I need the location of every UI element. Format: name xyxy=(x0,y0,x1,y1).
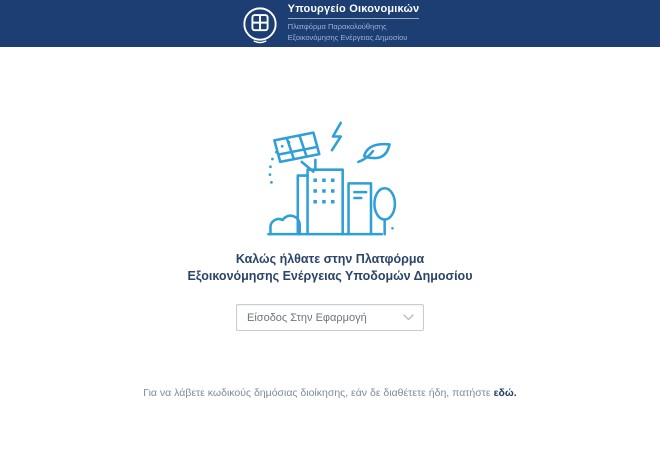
help-text-prefix: Για να λάβετε κωδικούς δημόσιας διοίκησης, εάν δε διαθέτετε ήδη, πατήστε xyxy=(143,387,491,399)
ministry-title: Υπουργείο Οικονομικών xyxy=(288,3,420,19)
login-dropdown-value: Είσοδος Στην Εφαρμογή xyxy=(247,311,367,324)
eco-buildings-solar-illustration-icon xyxy=(255,117,405,239)
welcome-line1: Καλώς ήλθατε στην Πλατφόρμα xyxy=(235,252,425,266)
platform-subtitle-line2: Εξοικονόμησης Ενέργειας Δημοσίου xyxy=(287,33,408,42)
login-page-content xyxy=(0,117,660,399)
help-text xyxy=(0,387,660,399)
get-codes-link[interactable]: εδώ. xyxy=(493,387,517,399)
login-dropdown[interactable] xyxy=(236,304,424,331)
app-header xyxy=(0,0,660,47)
platform-subtitle-line1: Πλατφόρμα Παρακολούθησης xyxy=(287,22,387,32)
welcome-heading xyxy=(0,251,660,285)
welcome-line2: Εξοικονόμησης Ενέργειας Υποδομών Δημοσίου xyxy=(187,269,473,283)
greek-state-emblem-icon xyxy=(241,4,279,46)
chevron-down-icon xyxy=(403,314,414,321)
